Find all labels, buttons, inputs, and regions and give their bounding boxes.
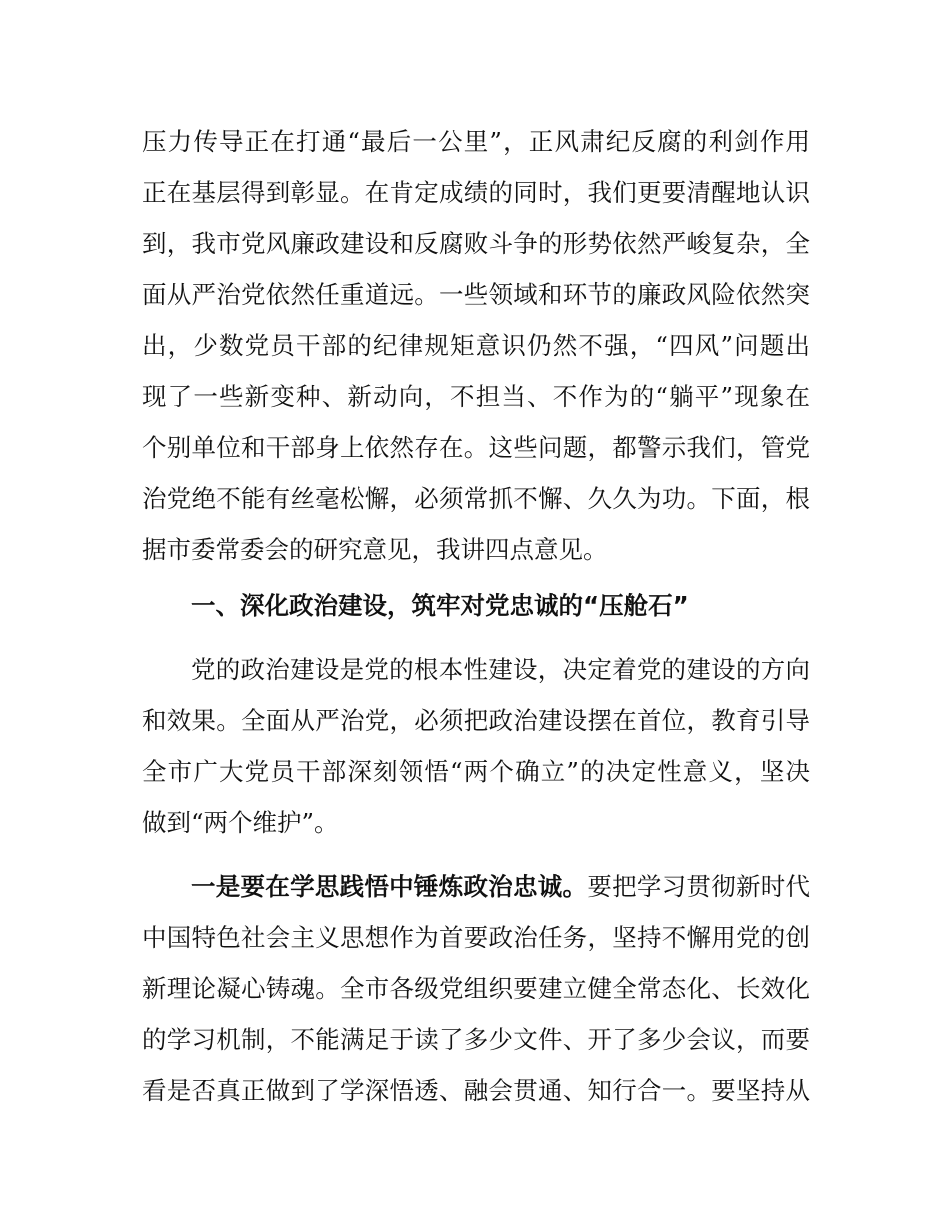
paragraph2-line-2: 和效果。全面从严治党，必须把政治建设摆在首位，教育引导 [142, 706, 810, 735]
paragraph1-line-1: 压力传导正在打通“最后一公里”，正风肃纪反腐的利剑作用 [142, 127, 810, 156]
paragraph1-line-7: 个别单位和干部身上依然存在。这些问题，都警示我们，管党 [142, 433, 810, 462]
section-heading: 一、深化政治建设，筑牢对党忠诚的“压舱石” [191, 591, 689, 620]
paragraph1-line-2: 正在基层得到彰显。在肯定成绩的同时，我们更要清醒地认识 [142, 178, 810, 207]
paragraph3-lead-rest: 要把学习贯彻新时代 [587, 872, 811, 901]
paragraph3-line-4: 的学习机制，不能满足于读了多少文件、开了多少会议，而要 [142, 1025, 810, 1054]
paragraph3-line-1 [191, 869, 810, 905]
paragraph1-line-8: 治党绝不能有丝毫松懈，必须常抓不懈、久久为功。下面，根 [142, 484, 810, 513]
paragraph1-line-3: 到，我市党风廉政建设和反腐败斗争的形势依然严峻复杂，全 [142, 229, 810, 258]
paragraph1-line-9: 据市委常委会的研究意见，我讲四点意见。 [142, 535, 608, 564]
paragraph2-line-3: 全市广大党员干部深刻领悟“两个确立”的决定性意义，坚决 [142, 757, 810, 786]
paragraph3-line-5: 看是否真正做到了学深悟透、融会贯通、知行合一。要坚持从 [142, 1076, 810, 1105]
paragraph1-line-4: 面从严治党依然任重道远。一些领域和环节的廉政风险依然突 [142, 280, 810, 309]
paragraph3-lead-bold: 一是要在学思践悟中锤炼政治忠诚。 [191, 872, 588, 901]
paragraph3-line-3: 新理论凝心铸魂。全市各级党组织要建立健全常态化、长效化 [142, 974, 810, 1003]
paragraph1-line-5: 出，少数党员干部的纪律规矩意识仍然不强，“四风”问题出 [142, 331, 810, 360]
paragraph1-line-6: 现了一些新变种、新动向，不担当、不作为的“躺平”现象在 [142, 382, 810, 411]
paragraph2-line-1: 党的政治建设是党的根本性建设，决定着党的建设的方向 [191, 655, 810, 684]
paragraph3-line-2: 中国特色社会主义思想作为首要政治任务，坚持不懈用党的创 [142, 923, 810, 952]
paragraph2-line-4: 做到“两个维护”。 [142, 808, 339, 837]
